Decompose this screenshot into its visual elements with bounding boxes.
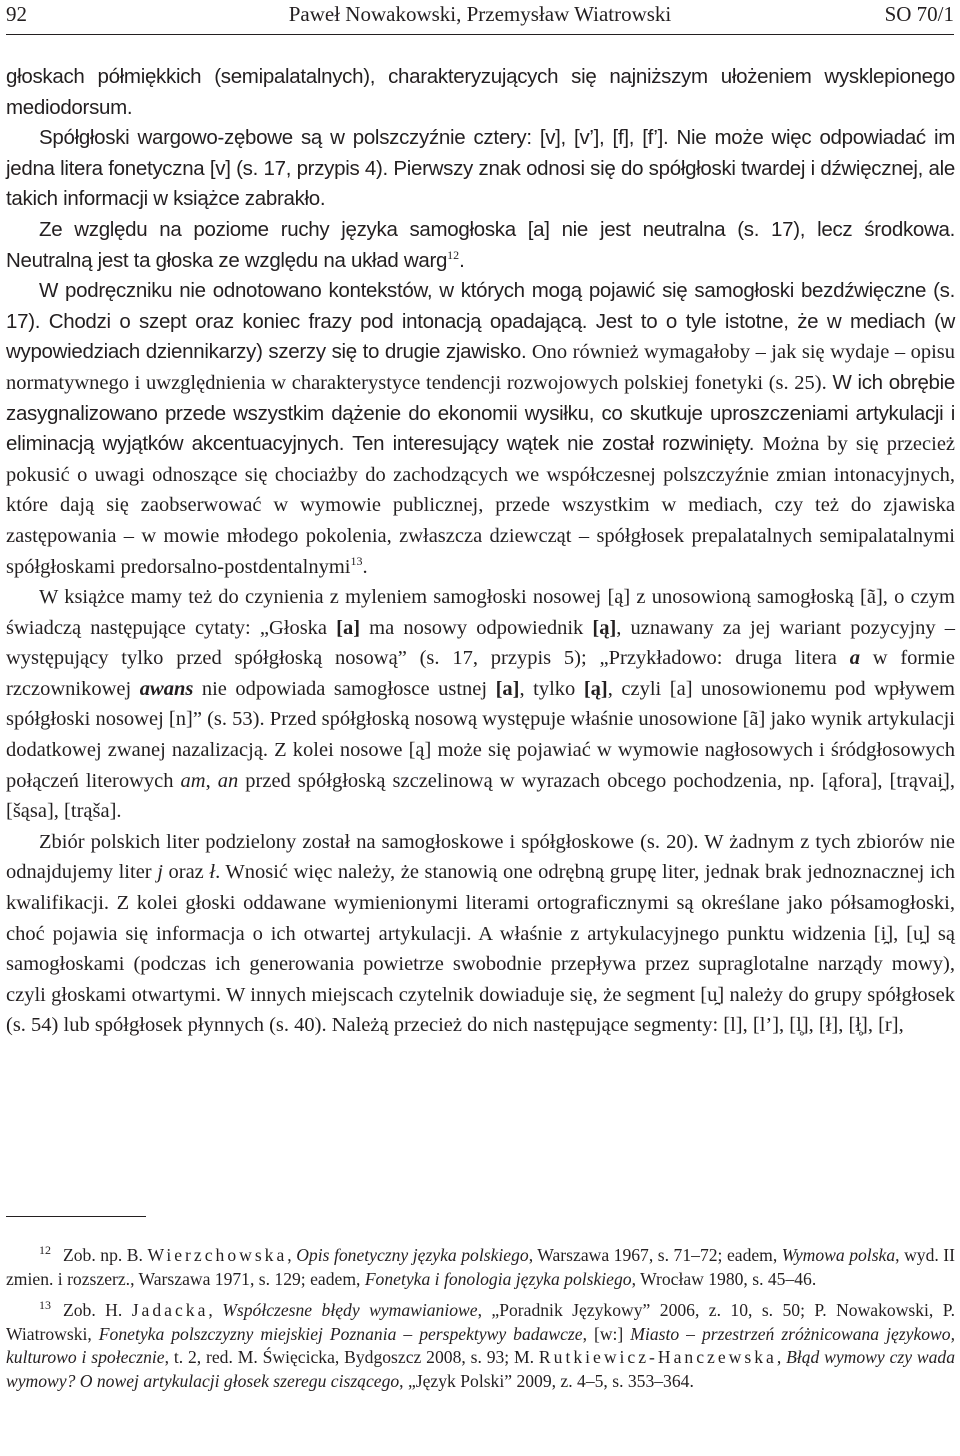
journal-reference: SO 70/1 xyxy=(884,2,954,26)
paragraph-1: głoskach półmiękkich (semipalatalnych), charakteryzujących się najniższym ułożeniem wysklepionego mediodorsum. xyxy=(6,65,955,119)
paragraph-5: W książce mamy też do czynienia z myleniem samogłoski nosowej [ą] z unosowioną samogłoską [ã], o czym świadczą następujące cytaty: „Głoska [a] ma nosowy odpowiednik [ą], uznawany za jej wariant pozycyjny – występujący tylko przed spółgłoską nosową” (s. 17, przypis 5); „Przykładowo: druga litera a w formie rzczownikowej awans nie odpowiada samogłosce ustnej [a], tylko [ą], czyli [a] unosowionemu pod wpływem spółgłoski nosowej [n]” (s. 53). Przed spółgłoską nosową występuje właśnie unosowione [ã] jako wynik artykulacji dodatkowej zwanej nazalizacją. Z kolei nosowe [ą] może się pojawiać w wymowie nagłosowych i śródgłosowych połączeń literowych am, an przed spółgłoską szczelinową w wyrazach obcego pochodzenia, np. [ąfora], [trąvai̯], [šąsa], [trąša]. xyxy=(6,586,956,823)
footnote-author: Wierzchowska xyxy=(147,1245,288,1265)
paragraph-4: W podręczniku nie odnotowano kontekstów, w których mogą pojawić się samogłoski bezdźwięczne (s. 17). Chodzi o szept oraz koniec frazy pod intonacją opadającą. Jest to o tyle istotne, że w mediach (w wypowiedziach dziennikarzy) szerzy się to drugie zjawisko. Ono również wymagałoby – jak się wydaje – opisu normatywnego i uwzględnienia w charakterystyce tendencji rozwojowych polskiej fonetyki (s. 25). W ich obrębie zasygnalizowano przede wszystkim dążenie do ekonomii wysiłku, co skutkuje uproszczeniami artykulacji i eliminacją wyjątków akcentuacyjnych. Ten interesujący wątek nie został rozwinięty. Można by się przecież pokusić o uwagi odnoszące się chociażby do zachodzących we współczesnej polszczyźnie zmian intonacyjnych, które dają się zaobserwować w wymowie publicznej, przede wszystkim w mediach, czy też do zjawiska zastępowania – w mowie młodego pokolenia, zwłaszcza dziewcząt – spółgłosek prepalatalnych semipalatalnymi spółgłoskami predorsalno-postdentalnymi$^{13}$. xyxy=(6,279,956,578)
paragraph-2: Spółgłoski wargowo-zębowe są w polszczyźnie cztery: [v], [v’], [f], [f’]. Nie może więc odpowiadać im jedna litera fonetyczna [v] (s. 17, przypis 4). Pierwszy znak odnosi się do spółgłoski twardej i dźwięcznej, ale takich informacji w książce zabrakło. xyxy=(6,126,955,211)
paragraph-6: Zbiór polskich liter podzielony został na samogłoskowe i spółgłoskowe (s. 20). W żadnym z tych zbiorów nie odnajdujemy liter j oraz ł. Wnosić więc należy, że stanowią one odrębną grupę liter, jednak brak jednoznacznej ich kwalifikacji. Z kolei głoski oddawane wymienionymi literami ortograficznymi są określane jako półsamogłoski, choć pojawia się informacja o ich otwartej artykulacji. A właśnie z artykulacyjnego punktu widzenia [i̯], [u̯] są samogłoskami (podczas ich generowania powietrze swobodnie przepływa przez supraglotalne narządy mowy), czyli głoskami otwartymi. W innych miejscach czytelnik dowiaduje się, że segment [u̯] należy do grupy spółgłosek (s. 54) lub spółgłosek płynnych (s. 40). Należą przecież do nich następujące segmenty: [l], [l’], [l̥], [ł], [ł̥], [r], xyxy=(6,830,955,1037)
footnote-rule xyxy=(6,1216,146,1217)
footnotes xyxy=(6,1244,955,1402)
article-body xyxy=(6,62,955,1041)
footnote-ref-12[interactable]: 12 xyxy=(447,247,460,262)
footnote-author: Rutkiewicz-Hanczewska xyxy=(538,1347,777,1368)
header-rule xyxy=(6,34,954,35)
running-title: Paweł Nowakowski, Przemysław Wiatrowski xyxy=(288,2,672,26)
footnote-author: Jadacka xyxy=(131,1300,209,1321)
footnote-12: $^{12}$ Zob. np. B. Wierzchowska, Opis fonetyczny języka polskiego, Warszawa 1967, s. 71–72; eadem, Wymowa polska, wyd. II zmien. i rozszerz., Warszawa 1971, s. 129; eadem, Fonetyka i fonologia języka polskiego, Wrocław 1980, s. 45–46. xyxy=(6,1243,956,1289)
page-header xyxy=(6,0,954,30)
footnote-ref-13[interactable]: 13 xyxy=(350,553,363,568)
footnote-13: $^{13}$ Zob. H. Jadacka, Współczesne błędy wymawianiowe, „Poradnik Językowy” 2006, z. 10, s. 50; P. Nowakowski, P. Wiatrowski, Fonetyka polszczyzny miejskiej Poznania – perspektywy badawcze, [w:] Miasto – przestrzeń zróżnicowana językowo, kulturowo i społecznie, t. 2, red. M. Święcicka, Bydgoszcz 2008, s. 93; M. Rutkiewicz-Hanczewska, Błąd wymowy czy wada wymowy? O nowej artykulacji głosek szeregu ciszącego, „Język Polski” 2009, z. 4–5, s. 353–364. xyxy=(6,1298,956,1391)
paragraph-3: Ze względu na poziome ruchy języka samogłoska [a] nie jest neutralna (s. 17), lecz środkowa. Neutralną jest ta głoska ze względu na układ warg$^{12}$. xyxy=(6,217,955,272)
page-number: 92 xyxy=(6,2,27,26)
